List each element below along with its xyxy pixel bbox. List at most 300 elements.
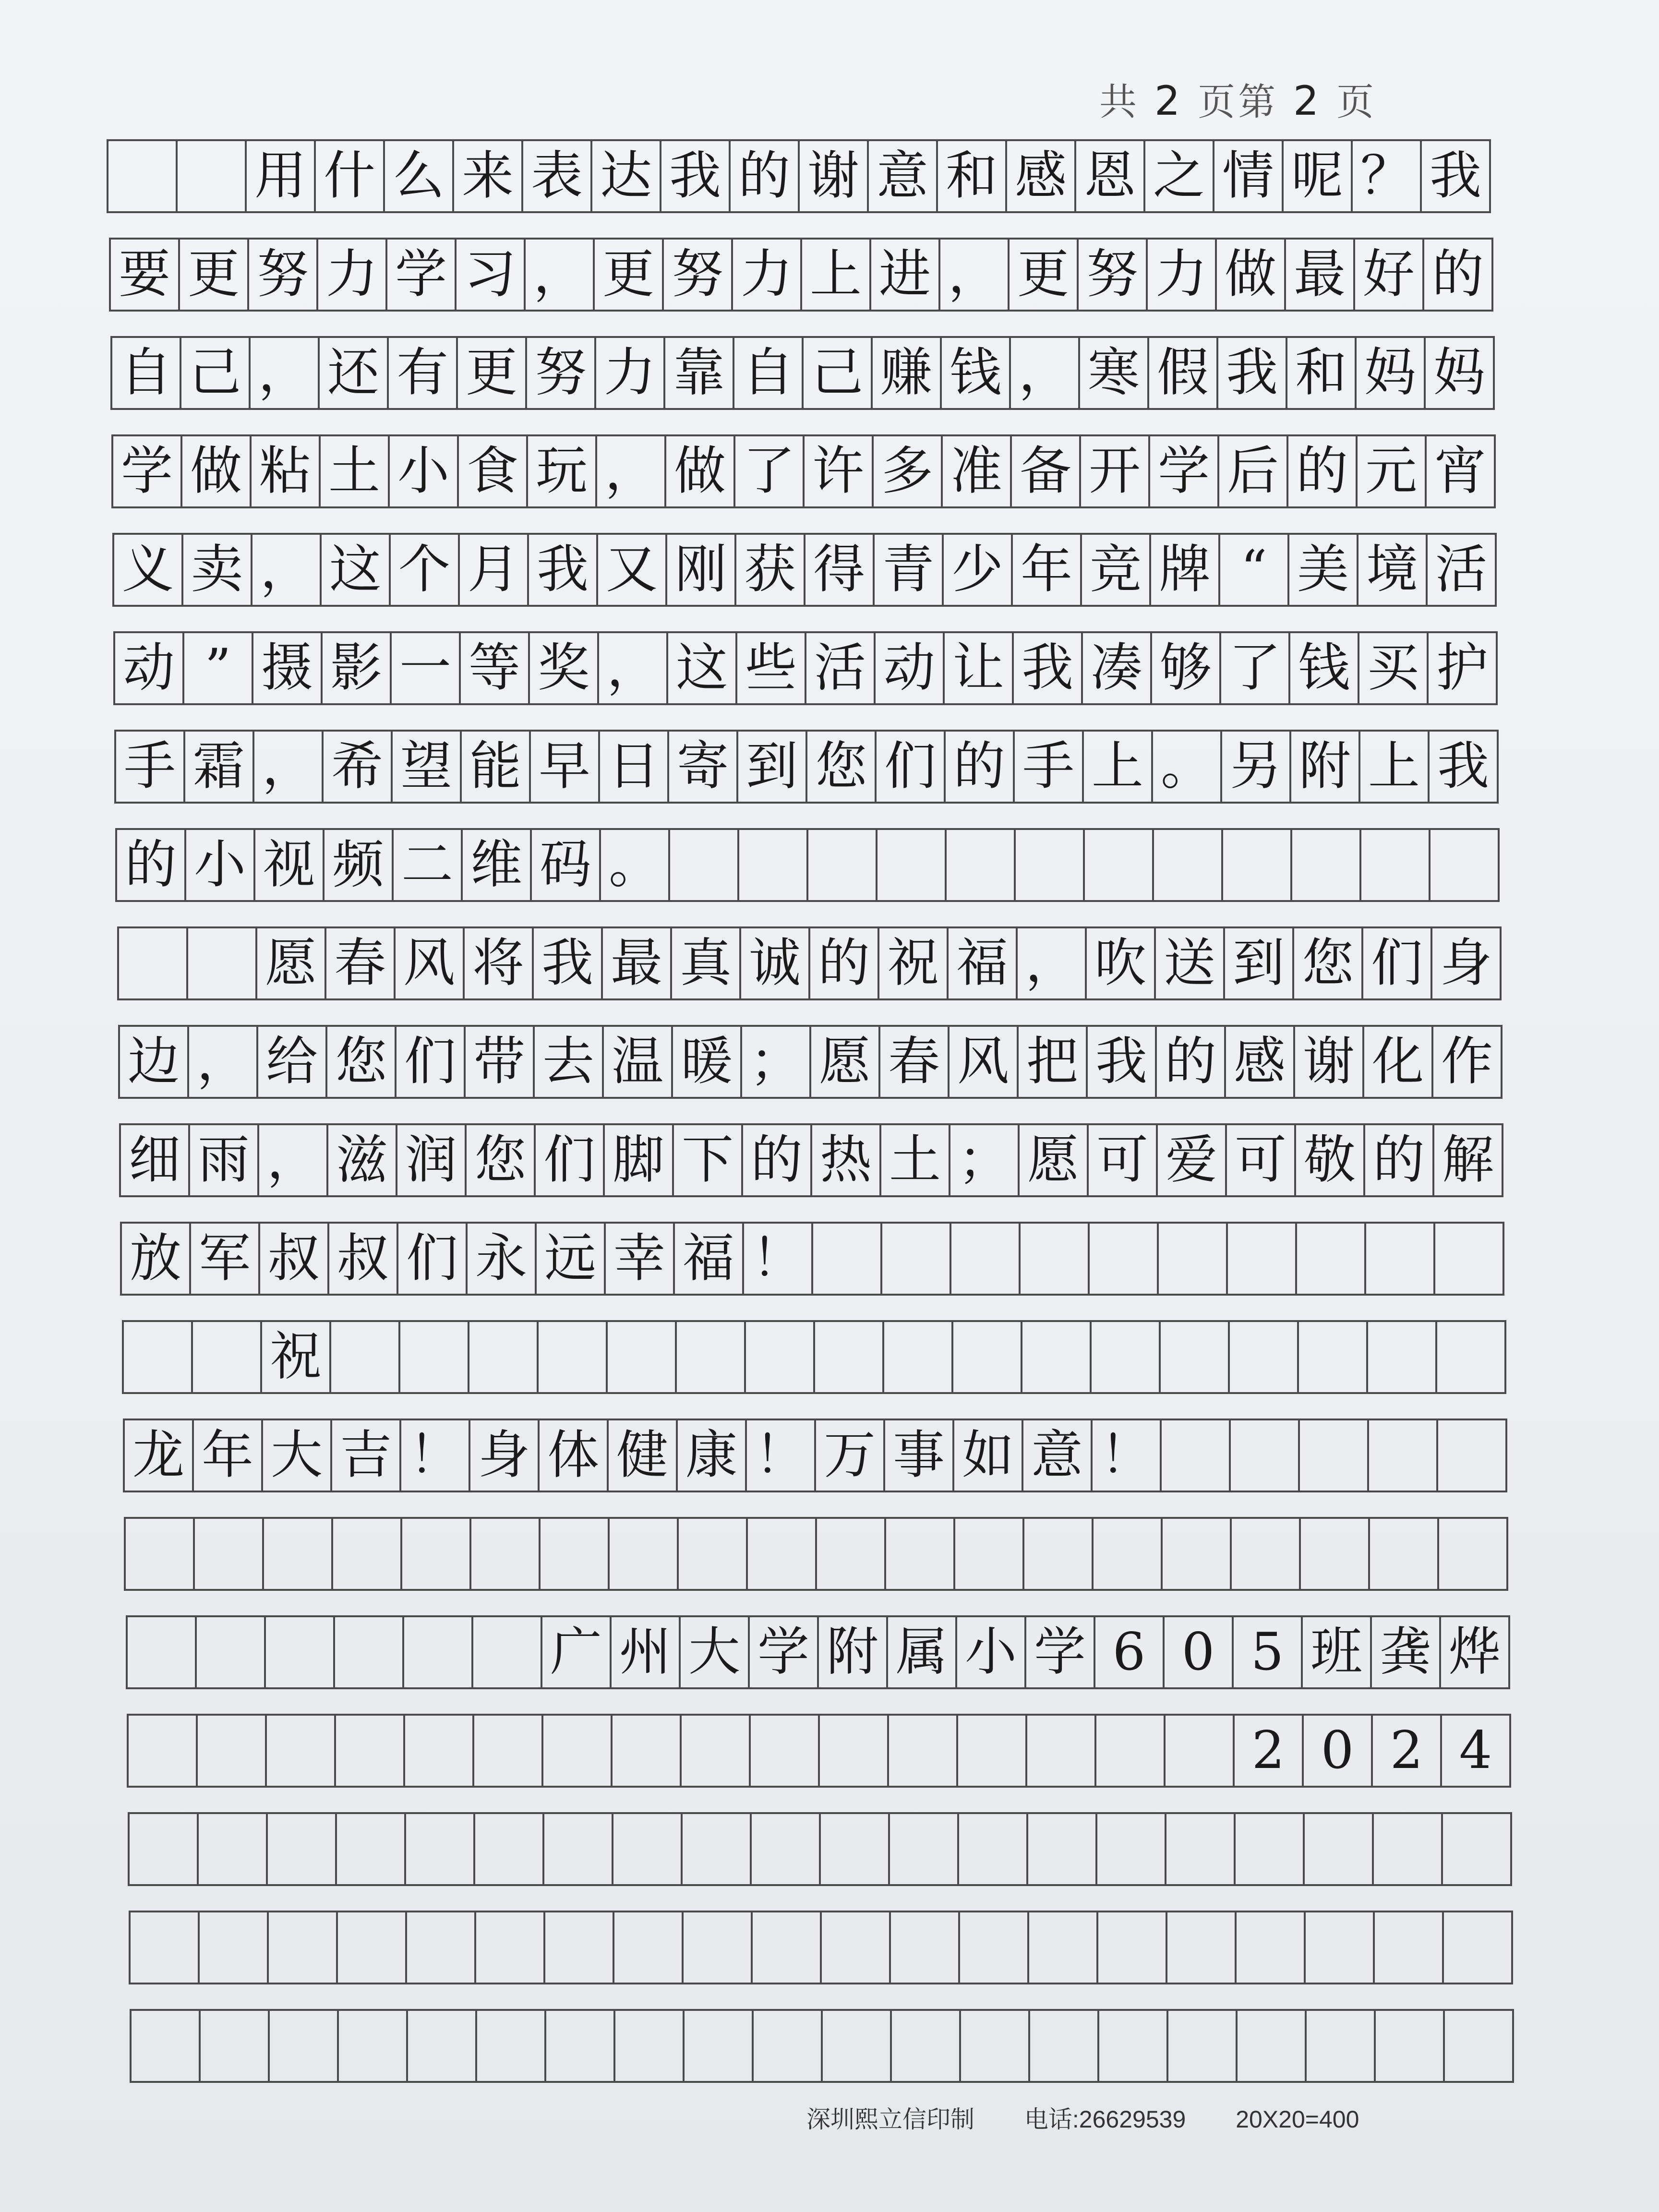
grid-cell: [1429, 633, 1498, 705]
handwritten-char: 靠: [673, 343, 725, 403]
handwritten-char: ；: [749, 1032, 802, 1092]
handwritten-char: 另: [1229, 736, 1282, 796]
handwritten-char: ！: [751, 1228, 804, 1288]
grid-row: [111, 434, 1496, 508]
grid-cell: [1028, 1814, 1097, 1886]
handwritten-char: 努: [534, 343, 587, 403]
handwritten-char: 赚: [880, 343, 932, 403]
handwritten-char: 体: [547, 1425, 599, 1485]
grid-cell: [802, 240, 871, 312]
handwritten-char: 祝: [887, 933, 939, 993]
grid-cell: [747, 1420, 816, 1492]
grid-cell: [182, 436, 252, 508]
handwritten-char: ，: [196, 1032, 249, 1092]
grid-cell: [397, 1027, 466, 1099]
handwritten-char: 雨: [197, 1130, 250, 1190]
handwritten-char: 意: [1031, 1425, 1083, 1485]
handwritten-char: 的: [1372, 1130, 1425, 1190]
handwritten-char: 这: [329, 540, 381, 600]
grid-cell: [1227, 1125, 1296, 1197]
grid-cell: [1019, 1027, 1088, 1099]
grid-cell: [960, 1912, 1029, 1984]
grid-cell: [1007, 141, 1076, 213]
grid-cell: [1162, 1420, 1231, 1492]
handwritten-char: 美: [1297, 540, 1349, 600]
grid-cell: [1094, 1519, 1163, 1591]
grid-cell: [1299, 1322, 1368, 1394]
handwritten-char: ，: [262, 736, 314, 796]
grid-cell: [195, 1519, 264, 1591]
grid-cell: [477, 2011, 546, 2083]
handwritten-char: 您: [474, 1130, 526, 1190]
handwritten-char: 诚: [748, 933, 801, 993]
grid-cell: [1151, 535, 1220, 607]
handwritten-char: 己: [811, 343, 863, 403]
grid-cell: [1291, 732, 1360, 804]
grid-cell: [592, 141, 661, 213]
grid-cell: [876, 633, 945, 705]
grid-cell: [1232, 1519, 1301, 1591]
grid-cell: [1161, 1322, 1230, 1394]
grid-cell: [664, 240, 733, 312]
grid-row: [129, 1911, 1513, 1984]
handwritten-char: 我: [1226, 343, 1278, 403]
grid-cell: [673, 1027, 742, 1099]
handwritten-char: 一: [399, 638, 451, 698]
handwritten-char: 最: [610, 933, 662, 993]
grid-cell: [615, 2011, 685, 2083]
grid-cell: [1292, 830, 1361, 902]
handwritten-char: 可: [1096, 1130, 1148, 1190]
grid-cell: [945, 633, 1014, 705]
grid-cell: [942, 338, 1011, 410]
grid-cell: [247, 141, 316, 213]
grid-cell: [1305, 1814, 1374, 1886]
grid-cell: [606, 1224, 675, 1296]
handwritten-char: 宵: [1434, 441, 1486, 501]
grid-cell: [326, 928, 396, 1000]
handwritten-char: 义: [121, 540, 174, 600]
handwritten-char: 谢: [1302, 1032, 1355, 1092]
handwritten-char: ，: [604, 441, 657, 501]
handwritten-char: 。: [608, 835, 661, 895]
grid-cell: [610, 1519, 679, 1591]
grid-cell: [1427, 436, 1496, 508]
handwritten-char: 如: [962, 1425, 1014, 1485]
grid-cell: [890, 1814, 959, 1886]
handwritten-char: 还: [327, 343, 379, 403]
grid-cell: [263, 1420, 332, 1492]
grid-cell: [266, 1617, 335, 1689]
grid-cell: [199, 1814, 268, 1886]
grid-cell: [1237, 1912, 1306, 1984]
grid-cell: [529, 535, 598, 607]
handwritten-char: 可: [1234, 1130, 1286, 1190]
grid-cell: [121, 1125, 190, 1197]
grid-cell: [459, 436, 528, 508]
handwritten-char: 自: [742, 343, 794, 403]
handwritten-char: 们: [1370, 933, 1423, 993]
handwritten-char: 我: [1429, 146, 1481, 206]
grid-cell: [1222, 732, 1291, 804]
handwritten-char: 护: [1436, 638, 1488, 698]
handwritten-char: 细: [128, 1130, 180, 1190]
grid-cell: [470, 1420, 540, 1492]
grid-cell: [251, 338, 320, 410]
handwritten-char: ，: [260, 540, 312, 600]
handwritten-char: 州: [619, 1622, 671, 1682]
grid-cell: [1021, 1224, 1090, 1296]
printer-name: 深圳熙立信印制: [806, 2106, 974, 2133]
handwritten-char: ！: [754, 1425, 806, 1485]
handwritten-char: 们: [404, 1032, 456, 1092]
handwritten-char: 6: [1112, 1622, 1146, 1682]
handwritten-char: 食: [466, 441, 518, 501]
handwritten-char: 力: [325, 244, 378, 304]
grid-cell: [742, 1027, 811, 1099]
grid-cell: [957, 1617, 1026, 1689]
grid-cell: [528, 436, 597, 508]
grid-cell: [532, 830, 601, 902]
grid-cell: [1295, 1027, 1364, 1099]
handwritten-char: 我: [1437, 736, 1489, 796]
grid-cell: [1372, 1617, 1441, 1689]
grid-cell: [949, 928, 1018, 1000]
grid-cell: [598, 535, 667, 607]
grid-row: [107, 139, 1491, 213]
handwritten-char: 了: [743, 441, 795, 501]
grid-cell: [950, 1125, 1020, 1197]
grid-cell: [1373, 1716, 1442, 1788]
handwritten-char: 能: [469, 736, 521, 796]
grid-cell: [1087, 928, 1156, 1000]
grid-cell: [198, 1716, 267, 1788]
grid-cell: [255, 830, 325, 902]
grid-cell: [819, 1617, 888, 1689]
grid-cell: [385, 141, 454, 213]
grid-cell: [874, 436, 943, 508]
page-number: [1099, 72, 1377, 126]
handwritten-char: 小: [397, 441, 449, 501]
grid-cell: [1300, 1420, 1369, 1492]
grid-cell: [743, 1125, 812, 1197]
grid-cell: [189, 1027, 258, 1099]
grid-cell: [1297, 1224, 1366, 1296]
grid-cell: [1437, 1322, 1506, 1394]
grid-row: [126, 1615, 1510, 1689]
grid-cell: [1024, 1519, 1094, 1591]
handwritten-char: 恩: [1083, 146, 1136, 206]
grid-cell: [884, 1322, 953, 1394]
grid-cell: [400, 1322, 469, 1394]
grid-cell: [257, 928, 326, 1000]
grid-cell: [1368, 1322, 1437, 1394]
handwritten-char: 力: [603, 343, 656, 403]
grid-cell: [1226, 1027, 1295, 1099]
grid-cell: [184, 633, 253, 705]
grid-cell: [1303, 1617, 1372, 1689]
grid-cell: [741, 928, 810, 1000]
handwritten-char: 龙: [132, 1425, 184, 1485]
grid-cell: [181, 338, 251, 410]
grid-cell: [661, 141, 731, 213]
grid-cell: [333, 1519, 402, 1591]
grid-cell: [1096, 1716, 1166, 1788]
handwritten-char: 们: [884, 736, 936, 796]
grid-cell: [194, 1420, 263, 1492]
grid-cell: [523, 141, 592, 213]
grid-cell: [1289, 535, 1358, 607]
handwritten-char: 备: [1019, 441, 1071, 501]
grid-cell: [810, 928, 879, 1000]
grid-cell: [405, 1716, 474, 1788]
handwritten-char: 手: [123, 736, 176, 796]
handwritten-char: 身: [1440, 933, 1492, 993]
handwritten-char: 表: [530, 146, 583, 206]
handwritten-char: 学: [1157, 441, 1210, 501]
handwritten-char: 我: [1021, 638, 1073, 698]
grid-cell: [253, 633, 323, 705]
handwritten-char: 希: [331, 736, 383, 796]
grid-cell: [1376, 2011, 1445, 2083]
grid-cell: [1166, 1716, 1235, 1788]
grid-cell: [821, 1814, 890, 1886]
handwritten-char: 力: [740, 244, 793, 304]
handwritten-char: ，: [948, 244, 1000, 304]
handwritten-char: 二: [401, 835, 453, 895]
grid-cell: [1076, 141, 1145, 213]
grid-cell: [595, 240, 664, 312]
handwritten-char: 们: [543, 1130, 595, 1190]
grid-cell: [469, 1322, 539, 1394]
handwritten-char: 努: [1086, 244, 1138, 304]
handwritten-char: 做: [190, 441, 242, 501]
handwritten-char: 最: [1293, 244, 1346, 304]
grid-row: [109, 238, 1493, 312]
handwritten-char: 身: [478, 1425, 530, 1485]
grid-cell: [321, 436, 390, 508]
grid-cell: [1284, 141, 1353, 213]
handwritten-char: 吉: [339, 1425, 392, 1485]
handwritten-char: ，: [258, 343, 310, 403]
grid-cell: [678, 1420, 747, 1492]
grid-cell: [131, 1912, 200, 1984]
grid-row: [112, 533, 1497, 607]
grid-cell: [323, 633, 392, 705]
handwritten-char: 这: [675, 638, 728, 698]
grid-cell: [1290, 633, 1359, 705]
handwritten-char: 习: [464, 244, 516, 304]
handwritten-char: 做: [1224, 244, 1276, 304]
grid-spec: 20X20=400: [1236, 2106, 1359, 2133]
handwritten-char: 的: [124, 835, 177, 895]
grid-cell: [1221, 633, 1290, 705]
grid-cell: [406, 1814, 475, 1886]
grid-cell: [1018, 928, 1087, 1000]
grid-cell: [1026, 1617, 1095, 1689]
handwritten-char: 粘: [259, 441, 311, 501]
grid-cell: [1081, 436, 1150, 508]
grid-cell: [338, 1912, 407, 1984]
grid-cell: [736, 535, 805, 607]
handwritten-char: 的: [953, 736, 1005, 796]
grid-cell: [457, 240, 526, 312]
grid-cell: [537, 1224, 606, 1296]
grid-cell: [1428, 535, 1497, 607]
grid-cell: [201, 2011, 270, 2083]
grid-cell: [402, 1519, 471, 1591]
handwritten-char: 4: [1459, 1720, 1492, 1780]
handwritten-char: 到: [1232, 933, 1285, 993]
grid-cell: [752, 1814, 821, 1886]
grid-cell: [391, 535, 460, 607]
handwritten-char: 许: [812, 441, 864, 501]
grid-cell: [892, 2011, 961, 2083]
handwritten-char: 之: [1153, 146, 1205, 206]
handwritten-char: 2: [1251, 1720, 1285, 1780]
handwritten-char: ，: [606, 638, 659, 698]
handwritten-char: 用: [254, 146, 306, 206]
handwritten-char: 送: [1163, 933, 1215, 993]
grid-cell: [737, 633, 806, 705]
grid-cell: [940, 240, 1010, 312]
handwritten-char: 做: [673, 441, 726, 501]
grid-cell: [1089, 1125, 1158, 1197]
grid-cell: [316, 141, 385, 213]
grid-cell: [750, 1617, 819, 1689]
grid-cell: [259, 1125, 328, 1197]
handwritten-char: 影: [330, 638, 382, 698]
grid-cell: [1441, 1617, 1510, 1689]
grid-cell: [1422, 141, 1491, 213]
grid-cell: [669, 732, 738, 804]
grid-cell: [1010, 240, 1079, 312]
grid-cell: [1434, 1125, 1503, 1197]
handwritten-char: 暖: [680, 1032, 733, 1092]
handwritten-char: 愿: [264, 933, 317, 993]
handwritten-char: 万: [823, 1425, 876, 1485]
grid-row: [122, 1320, 1506, 1394]
grid-cell: [735, 436, 805, 508]
handwritten-char: 买: [1367, 638, 1419, 698]
handwritten-char: 0: [1321, 1720, 1354, 1780]
grid-row: [130, 2009, 1514, 2083]
grid-cell: [1153, 732, 1222, 804]
grid-cell: [943, 436, 1012, 508]
grid-cell: [268, 1814, 337, 1886]
grid-cell: [544, 1814, 613, 1886]
grid-cell: [1432, 928, 1502, 1000]
grid-cell: [115, 633, 184, 705]
grid-cell: [955, 1519, 1024, 1591]
handwritten-char: 少: [951, 540, 1003, 600]
handwritten-char: 下: [681, 1130, 733, 1190]
grid-cell: [1015, 732, 1084, 804]
handwritten-char: 的: [1296, 441, 1348, 501]
handwritten-char: 将: [472, 933, 524, 993]
grid-cell: [114, 535, 183, 607]
grid-cell: [322, 535, 391, 607]
grid-cell: [800, 141, 869, 213]
grid-cell: [1358, 535, 1428, 607]
grid-cell: [465, 928, 534, 1000]
grid-cell: [119, 928, 188, 1000]
grid-cell: [332, 1420, 401, 1492]
grid-cell: [183, 535, 252, 607]
handwritten-char: 动: [883, 638, 935, 698]
grid-cell: [812, 1125, 881, 1197]
handwritten-char: 幸: [613, 1228, 665, 1288]
grid-cell: [675, 1224, 744, 1296]
grid-cell: [1011, 338, 1080, 410]
handwritten-char: 学: [757, 1622, 809, 1682]
grid-cell: [526, 240, 595, 312]
grid-cell: [823, 2011, 892, 2083]
handwritten-char: 愿: [1027, 1130, 1079, 1190]
handwritten-char: 您: [335, 1032, 387, 1092]
grid-cell: [463, 830, 532, 902]
grid-cell: [1145, 141, 1214, 213]
grid-cell: [543, 1716, 613, 1788]
grid-cell: [1296, 1125, 1365, 1197]
grid-cell: [461, 633, 530, 705]
handwritten-char: 等: [468, 638, 520, 698]
grid-cell: [1444, 1912, 1513, 1984]
grid-cell: [474, 1716, 543, 1788]
grid-cell: [267, 1716, 336, 1788]
grid-cell: [601, 830, 670, 902]
grid-cell: [396, 928, 465, 1000]
grid-cell: [599, 633, 668, 705]
page-total: 2: [1154, 77, 1183, 124]
handwritten-char: 准: [950, 441, 1002, 501]
grid-cell: [1020, 1125, 1089, 1197]
grid-cell: [116, 732, 185, 804]
grid-cell: [1435, 1224, 1504, 1296]
printer-phone: 电话:26629539: [1024, 2106, 1186, 2133]
grid-cell: [681, 1617, 750, 1689]
handwritten-char: 牌: [1158, 540, 1211, 600]
handwritten-char: 您: [1301, 933, 1354, 993]
grid-cell: [462, 732, 531, 804]
grid-cell: [672, 928, 741, 1000]
grid-cell: [191, 1224, 260, 1296]
handwritten-char: 努: [671, 244, 723, 304]
grid-cell: [889, 1716, 958, 1788]
grid-cell: [1375, 1912, 1444, 1984]
grid-cell: [1307, 2011, 1376, 2083]
grid-cell: [122, 1224, 191, 1296]
grid-cell: [683, 1814, 752, 1886]
grid-cell: [951, 1224, 1021, 1296]
grid-cell: [1092, 1322, 1161, 1394]
grid-cell: [667, 535, 736, 607]
grid-cell: [608, 1322, 677, 1394]
grid-cell: [1098, 1912, 1167, 1984]
handwritten-char: 的: [817, 933, 870, 993]
grid-cell: [600, 732, 669, 804]
grid-cell: [938, 141, 1007, 213]
grid-cell: [891, 1912, 960, 1984]
grid-cell: [260, 1224, 329, 1296]
grid-cell: [1165, 1617, 1234, 1689]
handwritten-char: 要: [118, 244, 170, 304]
grid-cell: [132, 2011, 201, 2083]
handwritten-char: 福: [682, 1228, 734, 1288]
grid-cell: [1084, 732, 1153, 804]
grid-cell: [1426, 338, 1495, 410]
grid-cell: [1159, 1224, 1228, 1296]
